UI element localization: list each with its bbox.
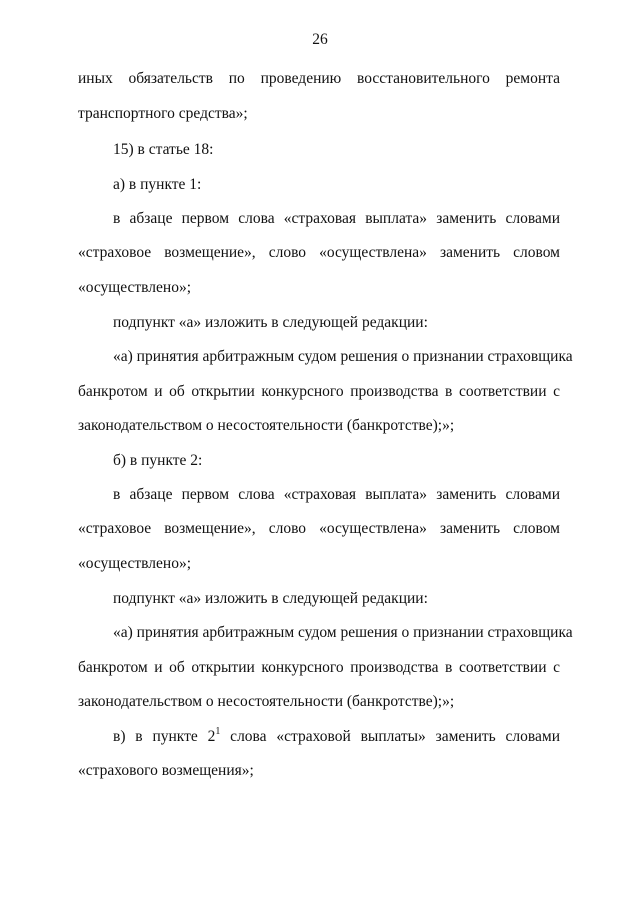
- text-line: «страховое возмещение», слово «осуществлена» заменить словом: [78, 244, 560, 261]
- text-line: б) в пункте 2:: [113, 452, 203, 469]
- text-line: «а) принятия арбитражным судом решения о признании страховщика: [113, 624, 573, 641]
- superscript: 1: [215, 726, 221, 737]
- page-number: 26: [312, 31, 328, 48]
- text-line: «страхового возмещения»;: [78, 762, 254, 779]
- text-line: подпункт «а» изложить в следующей редакции:: [113, 590, 428, 607]
- text-line: а) в пункте 1:: [113, 176, 202, 193]
- item-v-start: в) в пункте 2: [113, 728, 216, 745]
- item-v-end: слова «страховой выплаты» заменить словами: [220, 728, 561, 745]
- text-line: законодательством о несостоятельности (банкротстве);»;: [78, 693, 455, 710]
- text-line-item-v: [113, 727, 560, 747]
- text-line: в абзаце первом слова «страховая выплата» заменить словами: [113, 486, 560, 503]
- text-line: подпункт «а» изложить в следующей редакции:: [113, 314, 428, 331]
- text-line: «осуществлено»;: [78, 555, 191, 572]
- text-line: банкротом и об открытии конкурсного производства в соответствии с: [78, 659, 560, 676]
- text-line: транспортного средства»;: [78, 105, 248, 122]
- text-line: 15) в статье 18:: [113, 141, 214, 158]
- text-line: законодательством о несостоятельности (банкротстве);»;: [78, 417, 455, 434]
- text-line: «осуществлено»;: [78, 279, 191, 296]
- text-line: в абзаце первом слова «страховая выплата» заменить словами: [113, 210, 560, 227]
- text-line: «страховое возмещение», слово «осуществлена» заменить словом: [78, 520, 560, 537]
- text-line: «а) принятия арбитражным судом решения о признании страховщика: [113, 348, 573, 365]
- text-line: банкротом и об открытии конкурсного производства в соответствии с: [78, 383, 560, 400]
- text-line: иных обязательств по проведению восстановительного ремонта: [78, 70, 560, 87]
